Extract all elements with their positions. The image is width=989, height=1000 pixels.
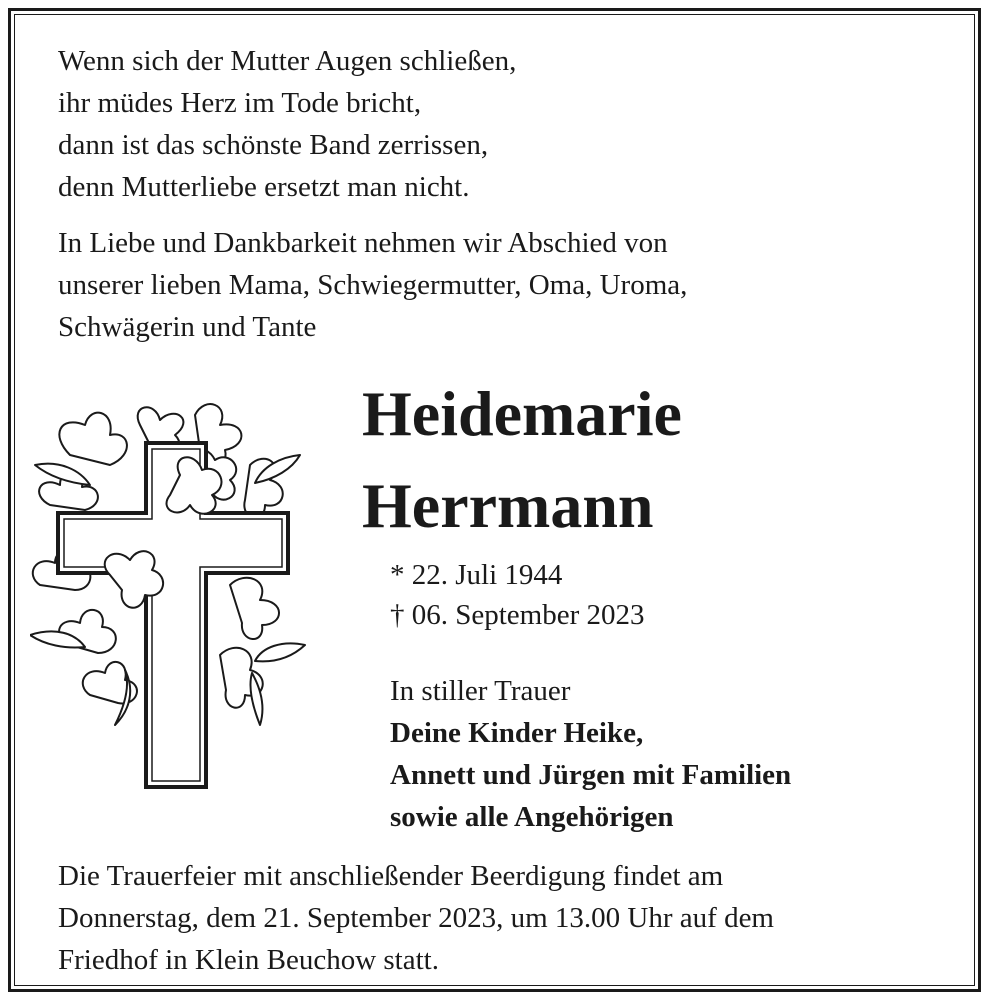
funeral-line: Donnerstag, dem 21. September 2023, um 13.00 Uhr auf dem xyxy=(58,902,774,934)
death-date: † 06. September 2023 xyxy=(390,599,645,631)
poem-line: denn Mutterliebe ersetzt man nicht. xyxy=(58,171,470,203)
mourners-intro: In stiller Trauer xyxy=(390,675,571,707)
cross-with-lilies-icon xyxy=(30,395,310,800)
poem xyxy=(58,40,516,208)
last-name: Herrmann xyxy=(362,470,654,541)
mourner-line: Annett und Jürgen mit Familien xyxy=(390,759,792,791)
mourner-line: Deine Kinder Heike, xyxy=(390,717,644,749)
birth-date: * 22. Juli 1944 xyxy=(390,559,563,591)
poem-line: Wenn sich der Mutter Augen schließen, xyxy=(58,45,517,77)
mourner-line: sowie alle Angehörigen xyxy=(390,801,674,833)
mourners xyxy=(390,670,791,838)
farewell-intro xyxy=(58,222,938,348)
first-name: Heidemarie xyxy=(362,378,682,449)
poem-line: ihr müdes Herz im Tode bricht, xyxy=(58,87,422,119)
deceased-name xyxy=(362,368,682,552)
funeral-notice xyxy=(58,855,774,981)
intro-line: In Liebe und Dankbarkeit nehmen wir Abschied von xyxy=(58,227,668,259)
life-dates xyxy=(390,555,645,635)
funeral-line: Die Trauerfeier mit anschließender Beerdigung findet am xyxy=(58,860,724,892)
funeral-line: Friedhof in Klein Beuchow statt. xyxy=(58,944,439,976)
intro-line: unserer lieben Mama, Schwiegermutter, Oma, Uroma, xyxy=(58,269,688,301)
intro-line: Schwägerin und Tante xyxy=(58,311,317,343)
poem-line: dann ist das schönste Band zerrissen, xyxy=(58,129,489,161)
